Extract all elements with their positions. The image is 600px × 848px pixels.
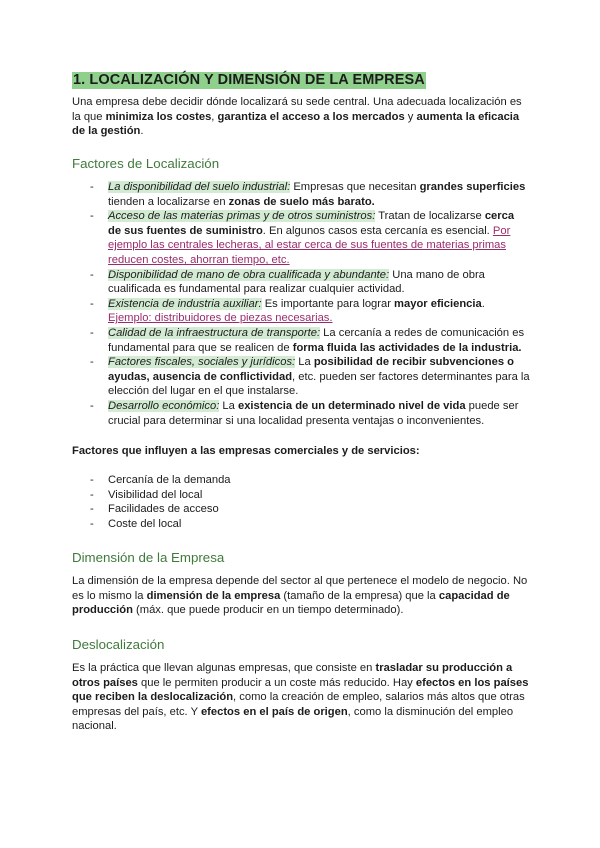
comercial-item: - Cercanía de la demanda bbox=[90, 474, 231, 486]
factor-item: - Factores fiscales, sociales y jurídicos: La posibilidad de recibir subvenciones o ayudas, ausencia de conflictividad, etc. pueden ser factores determinantes para la elección del lugar en el que instalarse. bbox=[90, 356, 530, 398]
factores-heading: Factores de Localización bbox=[72, 156, 220, 171]
comerciales-list bbox=[0, 473, 530, 531]
intro-paragraph bbox=[72, 95, 530, 139]
dimension-paragraph: La dimensión de la empresa depende del sector al que pertenece el modelo de negocio. No es lo mismo la dimensión de la empresa (tamaño de la empresa) que la capacidad de producción (máx. que puede producir en un tiempo determinado). bbox=[72, 575, 528, 617]
intro-bold-2: garantiza el acceso a los mercados bbox=[217, 110, 405, 123]
intro-text-2: , bbox=[211, 110, 218, 123]
intro-bold-3: aumenta la eficacia de la gestión bbox=[72, 110, 520, 138]
factor-label: Existencia de industria auxiliar: bbox=[108, 297, 262, 310]
factor-label: Factores fiscales, sociales y jurídicos: bbox=[108, 356, 296, 369]
intro-text-3: y bbox=[404, 110, 417, 123]
comerciales-heading: Factores que influyen a las empresas comerciales y de servicios: bbox=[72, 445, 420, 457]
deslocalizacion-heading: Deslocalización bbox=[72, 637, 165, 652]
intro-bold-1: minimiza los costes bbox=[105, 110, 212, 123]
factor-item: - La disponibilidad del suelo industrial: Empresas que necesitan grandes superficies tienden a localizarse en zonas de suelo más barato. bbox=[90, 181, 526, 208]
factor-item: - Acceso de las materias primas y de otros suministros: Tratan de localizarse cerca de sus fuentes de suministro. En algunos casos esta cercanía es esencial. Por ejemplo las centrales lecheras, al estar cerca de sus fuentes de materias primas reducen costes, ahorran tiempo, etc. bbox=[90, 210, 515, 266]
section-title: 1. LOCALIZACIÓN Y DIMENSIÓN DE LA EMPRESA bbox=[73, 72, 425, 88]
comercial-item: - Facilidades de acceso bbox=[90, 503, 219, 516]
example-text: Ejemplo: distribuidores de piezas necesarias. bbox=[108, 312, 333, 325]
factor-label: Calidad de la infraestructura de transporte: bbox=[108, 326, 321, 339]
example-text: Por ejemplo las centrales lecheras, al estar cerca de sus fuentes de materias primas reducen costes, ahorran tiempo, etc. bbox=[108, 224, 511, 266]
intro-text-4: . bbox=[140, 125, 144, 138]
factor-label: La disponibilidad del suelo industrial: bbox=[108, 181, 291, 193]
factor-label: Acceso de las materias primas y de otros suministros: bbox=[108, 210, 376, 223]
factor-item: - Existencia de industria auxiliar: Es importante para lograr mayor eficiencia. Ejemplo: distribuidores de piezas necesarias. bbox=[90, 297, 485, 325]
factor-item: - Calidad de la infraestructura de transporte: La cercanía a redes de comunicación es fundamental para que se realicen de forma fluida las actividades de la industria. bbox=[90, 326, 525, 354]
factores-list bbox=[0, 180, 530, 428]
comercial-item: - Coste del local bbox=[90, 517, 182, 530]
factor-item: - Desarrollo económico: La existencia de un determinado nivel de vida puede ser crucial para determinar si una localidad presenta ventajas o inconvenientes. bbox=[90, 399, 519, 427]
comercial-item: - Visibilidad del local bbox=[90, 488, 203, 501]
factor-label: Desarrollo económico: bbox=[108, 399, 220, 412]
intro-text-1: Una empresa debe decidir dónde localizará su sede central. Una adecuada localización es la que bbox=[72, 96, 522, 123]
factor-label: Disponibilidad de mano de obra cualificada y abundante: bbox=[108, 268, 390, 281]
deslocalizacion-paragraph: Es la práctica que llevan algunas empresas, que consiste en trasladar su producción a otros países que le permiten producir a un coste más reducido. Hay efectos en los países que reciben la deslocalización, como la creación de empleo, salarios más altos que otras empresas del país, etc. Y efectos en el país de origen, como la disminución del empleo nacional. bbox=[72, 662, 529, 733]
factor-item: - Disponibilidad de mano de obra cualificada y abundante: Una mano de obra cualificada es fundamental para realizar cualquier actividad. bbox=[90, 268, 485, 296]
dimension-heading: Dimensión de la Empresa bbox=[72, 550, 225, 565]
